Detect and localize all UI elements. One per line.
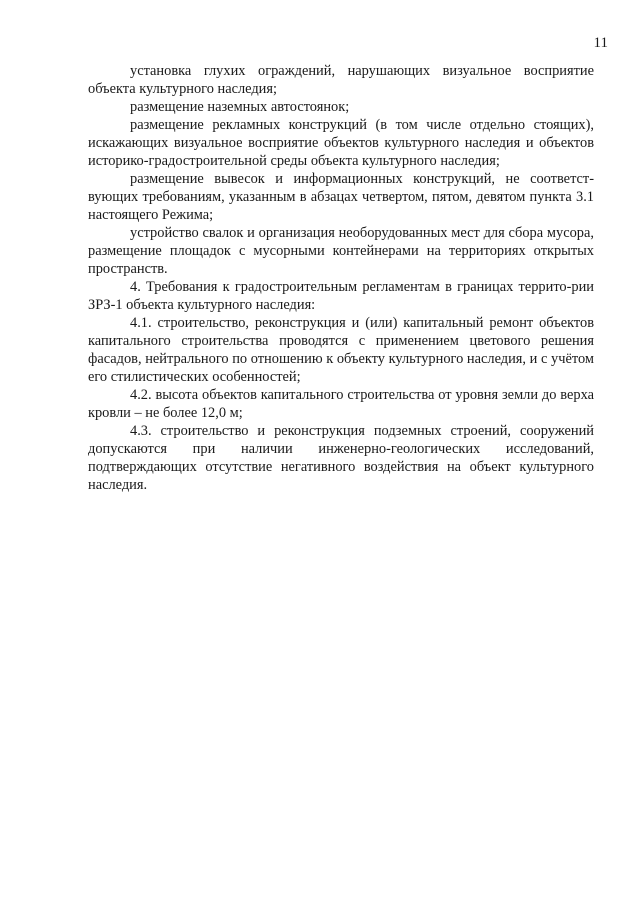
paragraph-fences: установка глухих ограждений, нарушающих визуальное восприятие объекта культурного наследия; (88, 63, 594, 97)
paragraph-waste: устройство свалок и организация необорудованных мест для сбора мусора, размещение площадок с мусорными контейнерами на территориях открытых пространств. (88, 225, 594, 277)
document-body (88, 62, 594, 494)
paragraph-signage: размещение вывесок и информационных конструкций, не соответст-вующих требованиям, указанным в абзацах четвертом, пятом, девятом пункта 3.1 настоящего Режима; (88, 171, 594, 223)
paragraph-4-2: 4.2. высота объектов капитального строительства от уровня земли до верха кровли – не более 12,0 м; (88, 387, 594, 421)
paragraph-4-3: 4.3. строительство и реконструкция подземных строений, сооружений допускаются при наличии инженерно-геологических исследований, подтверждающих отсутствие негативного воздействия на объект культурного наследия. (88, 423, 594, 493)
paragraph-section-4: 4. Требования к градостроительным регламентам в границах террито-рии ЗРЗ-1 объекта культурного наследия: (88, 279, 594, 313)
paragraph-advertising: размещение рекламных конструкций (в том числе отдельно стоящих), искажающих визуальное восприятие объектов культурного наследия и объектов историко-градостроительной среды объекта культурного наследия; (88, 117, 594, 169)
paragraph-4-1: 4.1. строительство, реконструкция и (или) капитальный ремонт объектов капитального строительства проводятся с применением цветового решения фасадов, нейтрального по отношению к объекту культурного наследия, и с учётом его стилистических особенностей; (88, 315, 594, 385)
page-number: 11 (593, 35, 608, 51)
paragraph-parking: размещение наземных автостоянок; (130, 99, 350, 115)
